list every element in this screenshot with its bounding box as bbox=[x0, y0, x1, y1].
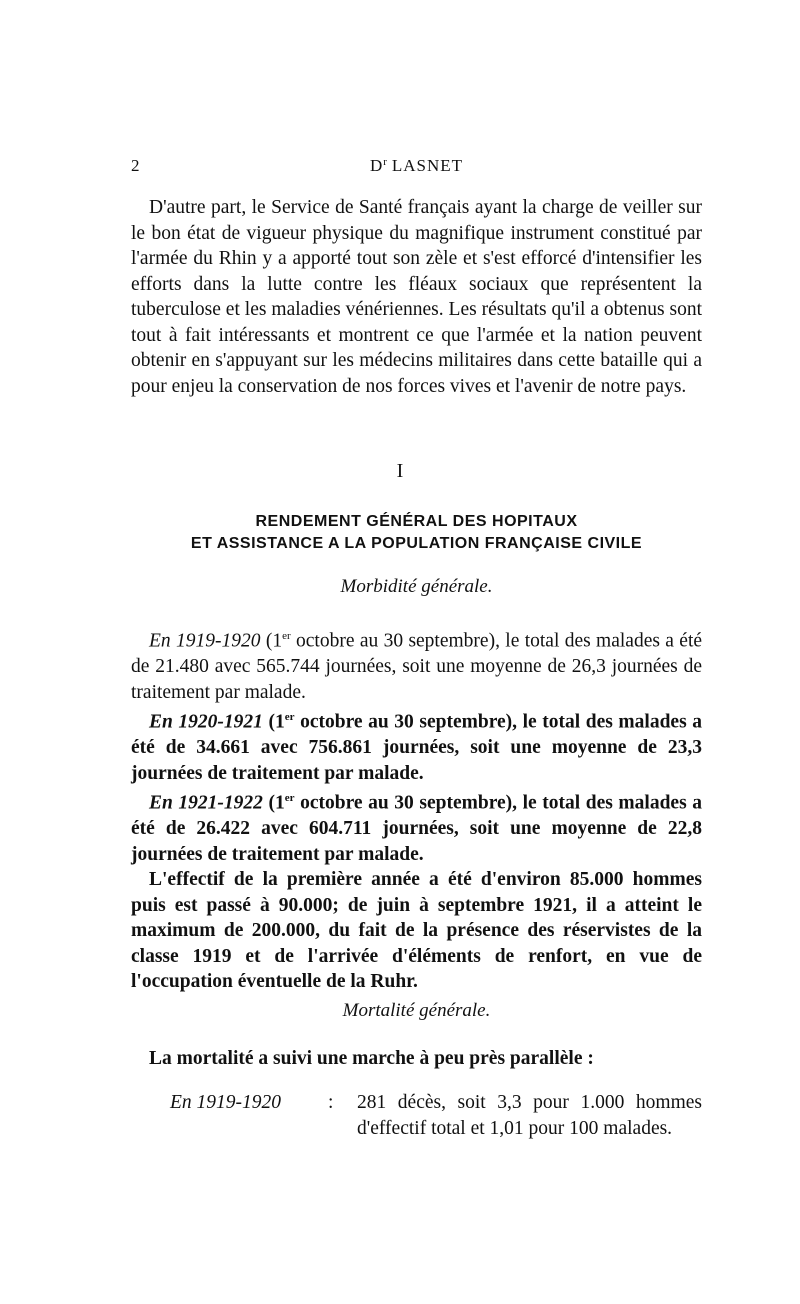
paragraph-rest: octobre au 30 septembre), le total des malades a été de 21.480 avec 565.744 journées, soit une moyenne de 26,3 journées de traitement par malade. bbox=[131, 630, 703, 703]
effectif-paragraph: L'effectif de la première année a été d'environ 85.000 hommes puis est passé à 90.000; de juin à septembre 1921, il a atteint le maximum de 200.000, du fait de la présence des réservistes de la classe 1919 et de l'arrivée d'éléments de renfort, en vue de l'occupation éventuelle de la Ruhr. bbox=[131, 869, 702, 992]
running-head-name: LASNET bbox=[391, 156, 464, 175]
running-head-prefix: D bbox=[369, 156, 384, 175]
mortalite-heading: Mortalité générale. bbox=[342, 1000, 491, 1021]
section-title bbox=[131, 511, 702, 555]
mortalite-intro: La mortalité a suivi une marche à peu près parallèle : bbox=[149, 1048, 594, 1069]
intro-paragraph: D'autre part, le Service de Santé français ayant la charge de veiller sur le bon état de vigueur physique du magnifique instrument constitué par l'armée du Rhin y a apporté tout son zèle et s'est efforcé d'intensifier les efforts dans la lutte contre les fléaux sociaux que représentent la tuberculose et les maladies vénériennes. Les résultats qu'il a obtenus sont tout à fait intéressants et montrent ce que l'armée et la nation peuvent obtenir en s'appuyant sur les médecins militaires dans cette bataille qui a pour enjeu la conservation de nos forces vives et l'avenir de notre pays. bbox=[131, 197, 702, 397]
page-header bbox=[131, 156, 702, 182]
morbidite-heading: Morbidité générale. bbox=[340, 576, 493, 597]
section-numeral: I bbox=[396, 460, 404, 482]
section-title-line-1: RENDEMENT GÉNÉRAL DES HOPITAUX bbox=[255, 513, 578, 530]
running-head bbox=[131, 156, 702, 176]
paragraph-rest: octobre au 30 septembre), le total des malades a été de 34.661 avec 756.861 journées, soit une moyenne de 23,3 journées de traitement par malade. bbox=[131, 711, 702, 784]
date-open: (1 bbox=[268, 792, 285, 814]
running-head-sup: r bbox=[383, 156, 388, 168]
morbidite-paragraph-1 bbox=[131, 624, 702, 705]
date-open: (1 bbox=[265, 630, 283, 652]
date-open: (1 bbox=[268, 711, 285, 733]
entry-text: 281 décès, soit 3,3 pour 1.000 hommes d'effectif total et 1,01 pour 100 malades. bbox=[357, 1092, 702, 1139]
morbidite-paragraph-2 bbox=[131, 705, 702, 786]
year-label: En 1921-1922 bbox=[149, 792, 263, 814]
morbidite-block bbox=[131, 624, 702, 995]
intro-paragraph-block bbox=[131, 195, 702, 399]
entry-separator: : bbox=[328, 1092, 334, 1113]
entry-year: En 1919-1920 bbox=[170, 1092, 282, 1113]
date-sup: er bbox=[282, 630, 291, 642]
page-number: 2 bbox=[131, 156, 140, 175]
year-label: En 1920-1921 bbox=[149, 711, 263, 733]
section-title-line-2: ET ASSISTANCE A LA POPULATION FRANÇAISE CIVILE bbox=[190, 535, 643, 552]
morbidite-paragraph-3 bbox=[131, 786, 702, 867]
year-label: En 1919-1920 bbox=[149, 630, 261, 652]
date-sup: er bbox=[284, 792, 295, 804]
mortalite-intro-block bbox=[131, 1046, 702, 1072]
date-sup: er bbox=[284, 711, 295, 723]
paragraph-rest: octobre au 30 septembre), le total des malades a été de 26.422 avec 604.711 journées, soit une moyenne de 22,8 journées de traitement par malade. bbox=[131, 792, 702, 865]
